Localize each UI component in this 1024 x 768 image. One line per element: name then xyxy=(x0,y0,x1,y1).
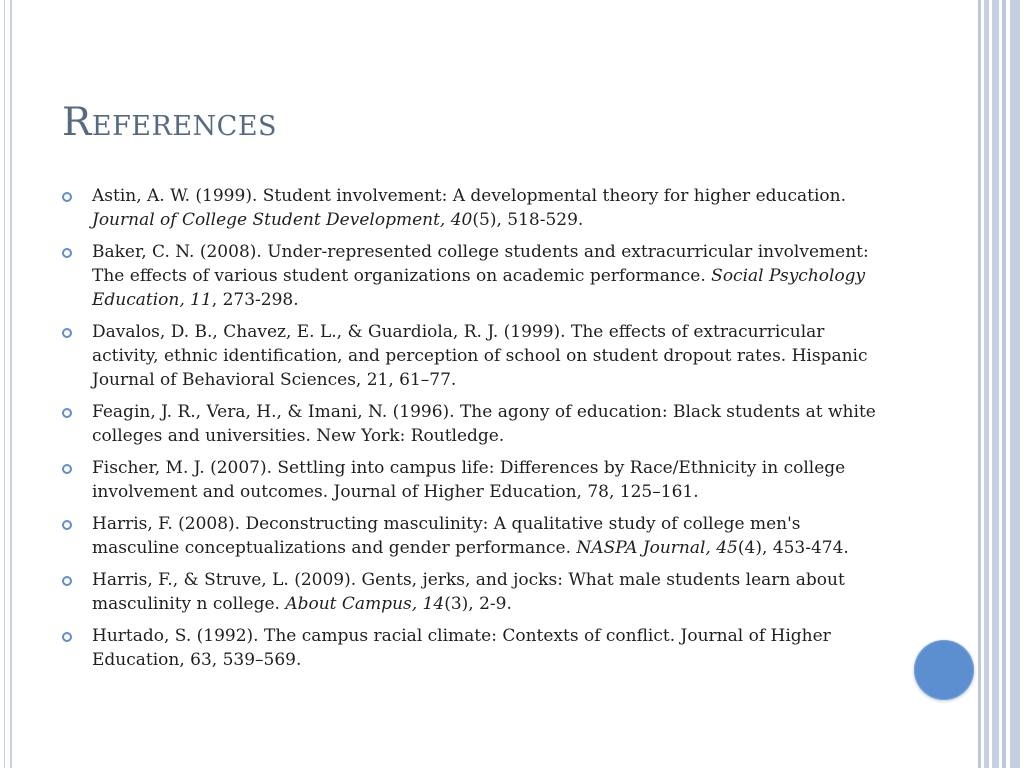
reference-text: Feagin, J. R., Vera, H., & Imani, N. (1996). The agony of education: Black students at white colleges and universities. New York: Routledge. xyxy=(92,402,876,446)
reference-text: Harris, F., & Struve, L. (2009). Gents, jerks, and jocks: What male students learn about masculinity n college. xyxy=(92,570,845,614)
decorative-circle xyxy=(914,640,974,700)
slide-title: References xyxy=(62,100,278,145)
reference-pages: (5), 518-529. xyxy=(472,210,584,230)
reference-journal: Social Psychology Education, 11 xyxy=(92,266,866,310)
reference-item xyxy=(62,184,882,232)
reference-text: Harris, F. (2008). Deconstructing masculinity: A qualitative study of college men's masculine conceptualizations and gender performance. xyxy=(92,514,801,558)
right-decorative-stripes xyxy=(978,0,1024,768)
bullet-icon xyxy=(62,192,72,202)
reference-text: Hurtado, S. (1992). The campus racial climate: Contexts of conflict. Journal of Higher Education, 63, 539–569. xyxy=(92,626,831,670)
stripe xyxy=(1002,0,1006,768)
bullet-icon xyxy=(62,328,72,338)
stripe xyxy=(992,0,999,768)
bullet-icon xyxy=(62,576,72,586)
stripe xyxy=(1010,0,1020,768)
bullet-icon xyxy=(62,520,72,530)
reference-item xyxy=(62,568,882,616)
bullet-icon xyxy=(62,248,72,258)
stripe xyxy=(984,0,989,768)
references-list xyxy=(62,184,882,680)
reference-item xyxy=(62,320,882,392)
bullet-icon xyxy=(62,464,72,474)
reference-pages: (3), 2-9. xyxy=(444,594,512,614)
stripe xyxy=(978,0,981,768)
reference-text: Astin, A. W. (1999). Student involvement: A developmental theory for higher education. xyxy=(92,186,846,206)
reference-pages: (4), 453-474. xyxy=(737,538,849,558)
reference-text: Baker, C. N. (2008). Under-represented college students and extracurricular involvement: The effects of various student organizations on academic performance. xyxy=(92,242,869,286)
reference-item xyxy=(62,624,882,672)
reference-item xyxy=(62,400,882,448)
reference-item xyxy=(62,240,882,312)
bullet-icon xyxy=(62,408,72,418)
left-border-line xyxy=(10,0,12,768)
reference-item xyxy=(62,456,882,504)
reference-journal: NASPA Journal, 45 xyxy=(576,538,738,558)
left-border-line xyxy=(4,0,5,768)
reference-journal: About Campus, 14 xyxy=(285,594,445,614)
reference-journal: Journal of College Student Development, 40 xyxy=(92,210,473,230)
reference-item xyxy=(62,512,882,560)
reference-pages: , 273-298. xyxy=(211,290,299,310)
bullet-icon xyxy=(62,632,72,642)
reference-text: Davalos, D. B., Chavez, E. L., & Guardiola, R. J. (1999). The effects of extracurricular activity, ethnic identification, and perception of school on student dropout rates. Hispanic Journal of Behavioral Sciences, 21, 61–77. xyxy=(92,322,868,390)
reference-text: Fischer, M. J. (2007). Settling into campus life: Differences by Race/Ethnicity in college involvement and outcomes. Journal of Higher Education, 78, 125–161. xyxy=(92,458,846,502)
